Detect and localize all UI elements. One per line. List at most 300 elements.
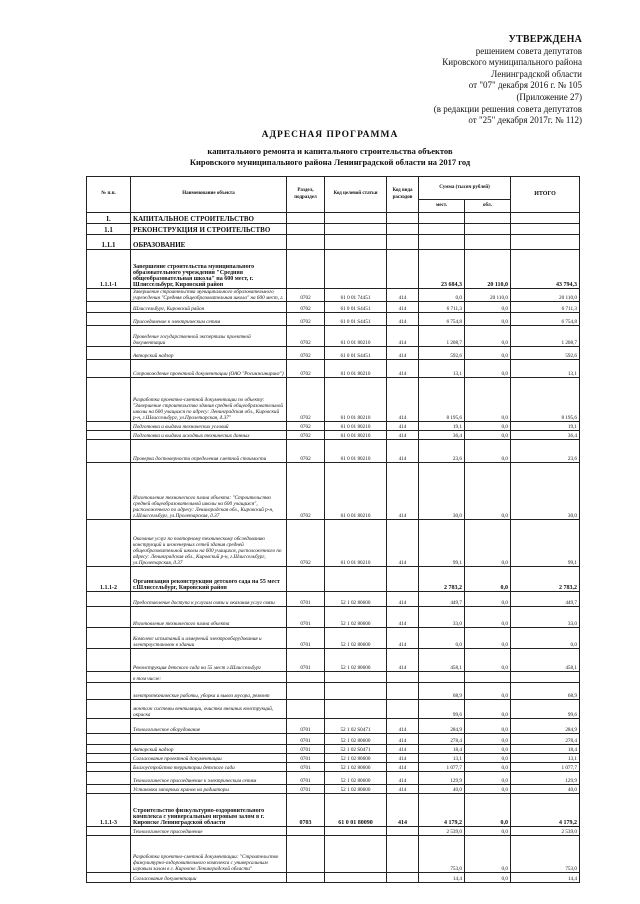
row-regional-sum: 0,0 [465, 754, 511, 763]
row-total-sum: 449,7 [511, 592, 580, 607]
row-local-sum: 30,0 [419, 463, 465, 520]
table-row [87, 313, 580, 326]
row-kind-code [387, 672, 419, 683]
row-target-code: 61 0 01 80210 [325, 378, 387, 422]
row-section-code: 0701 [287, 772, 325, 785]
row-name: КАПИТАЛЬНОЕ СТРОИТЕЛЬСТВО [131, 213, 287, 224]
row-section-code: 0701 [287, 763, 325, 772]
row-section-code: 0702 [287, 378, 325, 422]
row-kind-code: 414 [387, 440, 419, 463]
row-kind-code: 414 [387, 431, 419, 440]
row-section-code [287, 235, 325, 250]
row-regional-sum: 0,0 [465, 836, 511, 873]
row-target-code [325, 235, 387, 250]
table-row [87, 592, 580, 607]
row-kind-code [387, 235, 419, 250]
row-total-sum: 19,1 [511, 422, 580, 431]
row-total-sum: 30,0 [511, 463, 580, 520]
table-row [87, 440, 580, 463]
row-target-code: 52 1 02 80600 [325, 592, 387, 607]
row-section-code [287, 672, 325, 683]
row-name: Реконструкция детского сада на 55 мест г.Шлиссельбург [131, 649, 287, 672]
row-local-sum: 68,9 [419, 683, 465, 700]
table-row [87, 745, 580, 754]
row-code [87, 628, 131, 649]
row-kind-code: 414 [387, 302, 419, 313]
row-kind-code: 414 [387, 785, 419, 794]
row-code [87, 592, 131, 607]
row-section-code [287, 700, 325, 719]
row-target-code: 61 0 01 S4451 [325, 347, 387, 360]
row-section-code [287, 683, 325, 700]
row-kind-code: 414 [387, 463, 419, 520]
row-code [87, 431, 131, 440]
row-code [87, 607, 131, 628]
row-regional-sum: 0,0 [465, 567, 511, 592]
row-code [87, 827, 131, 836]
row-target-code [325, 873, 387, 883]
row-code [87, 649, 131, 672]
table-row [87, 378, 580, 422]
row-code [87, 745, 131, 754]
row-target-code: 61 0 01 80210 [325, 431, 387, 440]
row-local-sum: 0,0 [419, 628, 465, 649]
approval-line: Кировского муниципального района [442, 57, 582, 68]
row-code [87, 734, 131, 745]
row-target-code [325, 827, 387, 836]
row-code [87, 520, 131, 567]
row-local-sum: 14,4 [419, 873, 465, 883]
row-section-code: 0702 [287, 289, 325, 302]
row-target-code: 52 1 02 80600 [325, 628, 387, 649]
row-regional-sum: 20 110,0 [465, 289, 511, 302]
row-regional-sum: 0,0 [465, 734, 511, 745]
table-row [87, 360, 580, 378]
row-code [87, 672, 131, 683]
row-total-sum: 20 110,0 [511, 289, 580, 302]
row-total-sum: 43 794,3 [511, 250, 580, 289]
row-name: Проведение государственной экспертизы проектной документации [131, 326, 287, 347]
row-name: Сопровождение проектной документации (ОАО "Росинжиниринг") [131, 360, 287, 378]
row-code [87, 289, 131, 302]
table-row [87, 649, 580, 672]
table-body [87, 213, 580, 883]
row-target-code: 52 1 02 80600 [325, 607, 387, 628]
approval-block [362, 34, 582, 127]
row-name: Изготовление технического плана объекта [131, 607, 287, 628]
row-total-sum: 14,4 [511, 873, 580, 883]
table-row [87, 250, 580, 289]
row-total-sum: 18,4 [511, 745, 580, 754]
row-section-code: 0702 [287, 313, 325, 326]
row-local-sum: 23 684,3 [419, 250, 465, 289]
row-kind-code [387, 827, 419, 836]
row-code [87, 700, 131, 719]
row-name: Предоставление доступа к услугам связи и оказания услуг связи [131, 592, 287, 607]
row-kind-code: 414 [387, 289, 419, 302]
row-section-code: 0701 [287, 719, 325, 734]
row-section-code: 0702 [287, 440, 325, 463]
program-table [86, 176, 580, 883]
row-total-sum: 99,6 [511, 700, 580, 719]
row-code [87, 836, 131, 873]
row-regional-sum: 0,0 [465, 326, 511, 347]
table-row [87, 683, 580, 700]
row-regional-sum: 0,0 [465, 422, 511, 431]
row-total-sum: 13,1 [511, 360, 580, 378]
row-local-sum: 6 711,3 [419, 302, 465, 313]
row-local-sum [419, 213, 465, 224]
row-local-sum: 278,4 [419, 734, 465, 745]
row-code: 1.1.1-1 [87, 250, 131, 289]
row-regional-sum: 20 110,0 [465, 250, 511, 289]
row-regional-sum: 0,0 [465, 772, 511, 785]
row-local-sum: 592,6 [419, 347, 465, 360]
table-row [87, 224, 580, 235]
row-local-sum [419, 235, 465, 250]
row-local-sum: 284,9 [419, 719, 465, 734]
row-regional-sum: 0,0 [465, 592, 511, 607]
table-row [87, 326, 580, 347]
row-total-sum: 4 179,2 [511, 794, 580, 827]
row-name: Авторский надзор [131, 745, 287, 754]
approval-heading: УТВЕРЖДЕНА [508, 34, 582, 45]
row-kind-code: 414 [387, 772, 419, 785]
table-row [87, 302, 580, 313]
row-name: ОБРАЗОВАНИЕ [131, 235, 287, 250]
row-name: Подготовка и выдача технических условий [131, 422, 287, 431]
row-total-sum: 1 208,7 [511, 326, 580, 347]
table-row [87, 772, 580, 785]
table-row [87, 785, 580, 794]
row-regional-sum: 0,0 [465, 700, 511, 719]
row-section-code: 0701 [287, 745, 325, 754]
table-row [87, 235, 580, 250]
row-total-sum: 8 195,6 [511, 378, 580, 422]
table-row [87, 836, 580, 873]
row-regional-sum: 0,0 [465, 607, 511, 628]
row-local-sum: 458,1 [419, 649, 465, 672]
row-code [87, 763, 131, 772]
row-regional-sum: 0,0 [465, 302, 511, 313]
row-regional-sum: 0,0 [465, 873, 511, 883]
header-total: ИТОГО [511, 177, 580, 213]
row-kind-code: 414 [387, 649, 419, 672]
row-name: Комплекс испытаний и измерений электрооборудования и электроустановок в здании [131, 628, 287, 649]
table-row [87, 289, 580, 302]
row-kind-code: 414 [387, 794, 419, 827]
row-total-sum: 33,0 [511, 607, 580, 628]
row-total-sum: 592,6 [511, 347, 580, 360]
row-name [131, 734, 287, 745]
row-regional-sum: 0,0 [465, 378, 511, 422]
row-target-code [325, 250, 387, 289]
row-local-sum: 18,4 [419, 745, 465, 754]
row-code [87, 313, 131, 326]
row-section-code: 0703 [287, 794, 325, 827]
header-section: Раздел, подраздел [287, 177, 325, 213]
row-code [87, 302, 131, 313]
row-target-code: 61 0 01 80210 [325, 440, 387, 463]
row-total-sum: 284,9 [511, 719, 580, 734]
row-code [87, 422, 131, 431]
row-section-code: 0701 [287, 628, 325, 649]
row-total-sum: 13,1 [511, 754, 580, 763]
row-name: Установка запорных кранов на радиаторы [131, 785, 287, 794]
row-code [87, 378, 131, 422]
table-row [87, 520, 580, 567]
row-section-code [287, 827, 325, 836]
row-regional-sum: 0,0 [465, 360, 511, 378]
row-name: РЕКОНСТРУКЦИЯ И СТРОИТЕЛЬСТВО [131, 224, 287, 235]
header-local: мест. [419, 200, 465, 213]
row-code [87, 754, 131, 763]
row-section-code: 0702 [287, 520, 325, 567]
row-code [87, 785, 131, 794]
table-row [87, 794, 580, 827]
row-kind-code: 414 [387, 734, 419, 745]
row-regional-sum: 0,0 [465, 794, 511, 827]
row-regional-sum: 0,0 [465, 440, 511, 463]
table-row [87, 700, 580, 719]
row-total-sum: 6 711,3 [511, 302, 580, 313]
row-regional-sum: 0,0 [465, 785, 511, 794]
row-regional-sum: 0,0 [465, 431, 511, 440]
row-target-code [325, 700, 387, 719]
row-total-sum [511, 672, 580, 683]
row-section-code: 0702 [287, 431, 325, 440]
row-local-sum: 13,1 [419, 360, 465, 378]
row-name: Благоустройство территории детского сада [131, 763, 287, 772]
row-local-sum: 0,0 [419, 289, 465, 302]
row-total-sum: 0,0 [511, 628, 580, 649]
row-total-sum [511, 235, 580, 250]
row-target-code: 52 1 02 80600 [325, 763, 387, 772]
row-name: Проверка достоверности определения сметной стоимости [131, 440, 287, 463]
table-row [87, 754, 580, 763]
row-code: I. [87, 213, 131, 224]
row-regional-sum: 0,0 [465, 520, 511, 567]
row-target-code [325, 683, 387, 700]
row-section-code [287, 250, 325, 289]
row-code [87, 360, 131, 378]
row-section-code [287, 873, 325, 883]
row-section-code: 0701 [287, 754, 325, 763]
row-regional-sum: 0,0 [465, 827, 511, 836]
row-local-sum: 13,1 [419, 754, 465, 763]
table-row [87, 628, 580, 649]
row-kind-code: 414 [387, 719, 419, 734]
row-target-code [325, 224, 387, 235]
row-local-sum: 19,1 [419, 422, 465, 431]
approval-line: от "07" декабря 2016 г. № 105 [468, 80, 582, 91]
row-kind-code [387, 213, 419, 224]
row-target-code: 52 1 02 80600 [325, 649, 387, 672]
row-section-code [287, 836, 325, 873]
row-kind-code: 414 [387, 360, 419, 378]
row-name: Завершение строительства муниципального образовательного учреждения "Средняя общеобразовательная школа" на 600 мест, г. Шлиссельбург, Кировский район [131, 250, 287, 289]
row-target-code: 52 1 02 S0471 [325, 719, 387, 734]
row-regional-sum [465, 235, 511, 250]
row-kind-code: 414 [387, 422, 419, 431]
row-local-sum [419, 224, 465, 235]
row-regional-sum [465, 224, 511, 235]
row-target-code [325, 213, 387, 224]
row-section-code: 0702 [287, 302, 325, 313]
document-subtitle: капитального ремонта и капитального строительства объектов [207, 146, 453, 156]
row-total-sum: 1 077,7 [511, 763, 580, 772]
row-regional-sum: 0,0 [465, 628, 511, 649]
row-name: Технологическое оборудование [131, 719, 287, 734]
row-kind-code: 414 [387, 628, 419, 649]
row-regional-sum: 0,0 [465, 683, 511, 700]
row-total-sum: 278,4 [511, 734, 580, 745]
row-kind-code [387, 683, 419, 700]
row-name: Шлиссельбург, Кировский район [131, 302, 287, 313]
row-name: Разработка проектно-сметной документации по объекту: "Завершение строительства здания средней общеобразовательной школы на 600 учащихся по адресу: Ленинградская обл., Кировский р-н, г.Шлиссельбург, ул.Пролетарская, д.37" [131, 378, 287, 422]
row-target-code [325, 567, 387, 592]
row-regional-sum: 0,0 [465, 463, 511, 520]
row-target-code [325, 672, 387, 683]
table-row [87, 672, 580, 683]
row-local-sum: 99,1 [419, 520, 465, 567]
row-section-code: 0702 [287, 422, 325, 431]
row-local-sum: 4 179,2 [419, 794, 465, 827]
row-target-code: 52 1 02 80600 [325, 785, 387, 794]
row-total-sum [511, 224, 580, 235]
row-local-sum: 33,0 [419, 607, 465, 628]
row-target-code: 61 0 01 80210 [325, 326, 387, 347]
approval-line: (Приложение 27) [516, 91, 582, 102]
row-target-code: 61 0 01 74451 [325, 289, 387, 302]
row-kind-code [387, 836, 419, 873]
document-title: АДРЕСНАЯ ПРОГРАММА [261, 130, 399, 140]
table-row [87, 763, 580, 772]
row-target-code [325, 836, 387, 873]
row-section-code: 0702 [287, 463, 325, 520]
row-local-sum: 129,9 [419, 772, 465, 785]
row-section-code: 0702 [287, 360, 325, 378]
table-row [87, 213, 580, 224]
row-total-sum: 458,1 [511, 649, 580, 672]
row-kind-code [387, 250, 419, 289]
row-code [87, 463, 131, 520]
row-section-code: 0701 [287, 649, 325, 672]
row-kind-code: 414 [387, 745, 419, 754]
table-row [87, 734, 580, 745]
row-section-code: 0702 [287, 326, 325, 347]
header-num: № п.п. [87, 177, 131, 213]
row-local-sum: 2 783,2 [419, 567, 465, 592]
header-target: Код целевой статьи [325, 177, 387, 213]
row-local-sum [419, 672, 465, 683]
row-code [87, 326, 131, 347]
header-kind: Код вида расходов [387, 177, 419, 213]
document-titles [100, 130, 560, 168]
row-local-sum: 99,6 [419, 700, 465, 719]
table-row [87, 827, 580, 836]
row-regional-sum: 0,0 [465, 649, 511, 672]
row-name: Строительство физкультурно-оздоровительного комплекса с универсальным игровым залом в г. Кировске Ленинградской области [131, 794, 287, 827]
row-kind-code: 414 [387, 326, 419, 347]
row-name: Разработка проектно-сметной документации: "Строительство физкультурно-оздоровительного комплекса с универсальным игровым залом в г. Кировске Ленинградской области" [131, 836, 287, 873]
row-name: Технологическое присоединение к электрическим сетям [131, 772, 287, 785]
row-total-sum: 40,0 [511, 785, 580, 794]
row-kind-code: 414 [387, 378, 419, 422]
row-local-sum: 2 539,0 [419, 827, 465, 836]
row-local-sum: 1 208,7 [419, 326, 465, 347]
row-total-sum: 129,9 [511, 772, 580, 785]
row-target-code: 52 1 02 80600 [325, 754, 387, 763]
row-name: Присоединение к электрическим сетям [131, 313, 287, 326]
row-target-code: 52 1 02 S0471 [325, 745, 387, 754]
row-target-code: 61 0 01 80090 [325, 794, 387, 827]
row-code: 1.1.1 [87, 235, 131, 250]
row-kind-code [387, 567, 419, 592]
table-row [87, 567, 580, 592]
row-code: 1.1.1-2 [87, 567, 131, 592]
row-code [87, 440, 131, 463]
row-code [87, 347, 131, 360]
row-section-code: 0701 [287, 785, 325, 794]
row-kind-code: 414 [387, 592, 419, 607]
row-kind-code [387, 224, 419, 235]
row-total-sum: 2 539,0 [511, 827, 580, 836]
row-kind-code: 414 [387, 520, 419, 567]
row-regional-sum: 0,0 [465, 745, 511, 754]
approval-line: (в редакции решения совета депутатов [433, 103, 582, 114]
row-target-code: 61 0 01 80210 [325, 422, 387, 431]
row-name: Оказание услуг по повторному техническому обследованию конструкций и инженерных сетей здания средней общеобразовательной школы на 600 учащихся, расположенного по адресу: Ленинградская обл., Кировский р-н, г.Шлиссельбург, ул.Пролетарская, д.37 [131, 520, 287, 567]
row-code [87, 719, 131, 734]
row-name: Согласование документации [131, 873, 287, 883]
row-kind-code: 414 [387, 347, 419, 360]
row-kind-code: 414 [387, 607, 419, 628]
row-section-code: 0702 [287, 347, 325, 360]
row-name: Завершение строительства муниципального образовательного учреждения "Средняя общеобразовательная школа" на 600 мест, г. [131, 289, 287, 302]
row-regional-sum [465, 213, 511, 224]
table-row [87, 607, 580, 628]
row-total-sum: 753,0 [511, 836, 580, 873]
row-kind-code: 414 [387, 754, 419, 763]
row-total-sum: 2 783,2 [511, 567, 580, 592]
row-total-sum: 6 754,8 [511, 313, 580, 326]
row-name: Изготовление технического плана объекта: "Строительство средней общеобразовательной школы на 600 учащихся", расположенного по адресу: Ленинградская обл., Кировский р-н, г.Шлиссельбург, ул.Пролетарская, д.37 [131, 463, 287, 520]
row-kind-code [387, 700, 419, 719]
row-target-code: 61 0 01 80210 [325, 463, 387, 520]
table-row [87, 873, 580, 883]
table-row [87, 422, 580, 431]
row-regional-sum: 0,0 [465, 313, 511, 326]
row-target-code: 61 0 01 80210 [325, 360, 387, 378]
row-code: 1.1 [87, 224, 131, 235]
row-name: монтаж системы вентиляции, очистка внешних конструкций, окраска [131, 700, 287, 719]
table-row [87, 347, 580, 360]
row-target-code: 61 0 01 80210 [325, 520, 387, 567]
header-name: Наименование объекта [131, 177, 287, 213]
row-section-code [287, 567, 325, 592]
approval-line: Ленинградской области [491, 68, 582, 79]
row-name: Технологическое присоединение [131, 827, 287, 836]
row-name: Подготовка и выдача исходных технических данных [131, 431, 287, 440]
row-section-code [287, 224, 325, 235]
row-total-sum: 36,4 [511, 431, 580, 440]
row-section-code [287, 213, 325, 224]
row-total-sum [511, 213, 580, 224]
row-local-sum: 6 754,8 [419, 313, 465, 326]
row-kind-code: 414 [387, 763, 419, 772]
table-row [87, 719, 580, 734]
